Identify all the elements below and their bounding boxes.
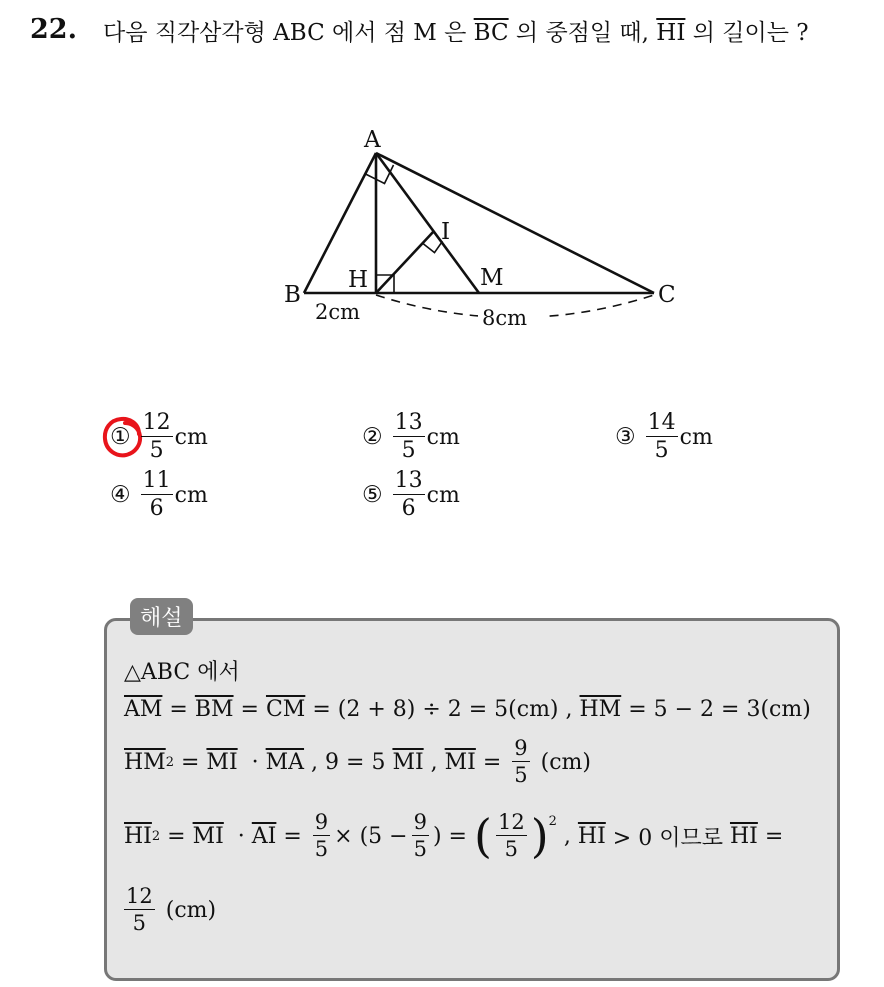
segment-ma: $\overline{MA}$ (265, 749, 305, 775)
choice-1[interactable] (110, 412, 208, 462)
solution-text: △ABC 에서 (124, 660, 240, 685)
choice-2[interactable] (362, 412, 460, 462)
question-text-part: 의 중점일 때, (508, 20, 657, 46)
solution-text: , 9 = 5 (304, 749, 393, 775)
denominator: 5 (504, 837, 518, 861)
choice-mark: ② (362, 424, 383, 450)
exponent: 2 (548, 814, 557, 829)
segment-mi: $\overline{MI}$ (392, 749, 424, 775)
choice-3[interactable] (615, 412, 713, 462)
fraction (512, 738, 529, 786)
choice-fraction (393, 412, 425, 462)
segment-hi: $\overline{HI}$ (729, 823, 758, 849)
denominator: 5 (401, 438, 416, 463)
segment-mi: $\overline{MI}$ (206, 749, 238, 775)
solution-line-1 (124, 655, 240, 686)
numerator: 9 (314, 810, 329, 834)
numerator: 11 (142, 468, 171, 493)
solution-line-2: $\overline{AM}$ = $\overline{BM}$ = $\overline{CM}$ = (2 + 8) ÷ 2 = 5(cm) , $\overline{HM}$ = 5 − 2 = 3(cm) (124, 697, 811, 722)
fraction (412, 812, 429, 860)
denominator: 5 (132, 911, 147, 935)
fraction (496, 812, 527, 860)
segment-hi: $\overline{HI}$ (577, 823, 606, 849)
segment-hi: $\overline{HI}$ (656, 20, 686, 46)
segment-hm: $\overline{HM}$ (124, 749, 166, 775)
choice-mark: ③ (615, 424, 636, 450)
solution-line-5 (124, 886, 216, 934)
exponent: 2 (151, 828, 161, 844)
denominator: 6 (149, 496, 164, 521)
segment-bm: $\overline{BM}$ (194, 697, 234, 722)
numerator: 9 (413, 810, 427, 834)
denominator: 5 (654, 438, 669, 463)
label-h: H (348, 267, 369, 293)
triangle-figure (260, 125, 700, 335)
choice-fraction (646, 412, 678, 462)
dim-bh: 2cm (315, 300, 361, 324)
denominator: 5 (314, 837, 329, 861)
choice-unit: cm (174, 424, 208, 450)
label-b: B (284, 282, 301, 308)
denominator: 6 (401, 496, 416, 521)
choice-fraction (141, 470, 173, 520)
numerator: 13 (394, 468, 423, 493)
question-number: 22. (30, 14, 77, 45)
dim-hc: 8cm (482, 306, 528, 330)
solution-line-3: $\overline{HM}$ 2 = $\overline{MI}$ · $\overline{MA}$ , 9 = 5 $\overline{MI}$ , $\overline{MI}$ = $\frac{9}{5}$ (cm) (124, 736, 592, 787)
choice-5[interactable] (362, 470, 460, 520)
numerator: 13 (394, 410, 423, 435)
median-am (376, 153, 479, 293)
label-i: I (441, 219, 451, 245)
denominator: 5 (514, 763, 528, 787)
numerator: 12 (142, 410, 171, 435)
solution-text: = (2 + 8) ÷ 2 = 5(cm) , (305, 697, 580, 722)
label-c: C (658, 282, 676, 308)
solution-text: = 5 − 2 = 3(cm) (621, 697, 811, 722)
numerator: 12 (126, 884, 153, 908)
segment-bc: $\overline{BC}$ (473, 20, 509, 46)
question-text (103, 16, 863, 51)
segment-mi: $\overline{MI}$ (444, 749, 476, 775)
choice-4[interactable] (110, 470, 208, 520)
choice-unit: cm (174, 482, 208, 508)
choice-unit: cm (426, 424, 460, 450)
question-text-part: 의 길이는 ? (685, 20, 809, 46)
segment-hi: $\overline{HI}$ (124, 823, 152, 849)
solution-text: × (5 − (334, 823, 408, 849)
choice-fraction (141, 412, 173, 462)
paren-close: ) (530, 809, 549, 863)
segment-hm: $\overline{HM}$ (579, 697, 622, 722)
segment-ai: $\overline{AI}$ (251, 823, 277, 849)
edge-ac (376, 153, 654, 293)
segment-hi-line (376, 231, 434, 293)
segment-am: $\overline{AM}$ (124, 697, 163, 722)
denominator: 5 (149, 438, 164, 463)
segment-mi: $\overline{MI}$ (192, 823, 224, 849)
choice-unit: cm (679, 424, 713, 450)
denominator: 5 (413, 837, 427, 861)
choice-mark: ① (110, 424, 131, 450)
right-angle-i (423, 241, 443, 252)
question-text-part: 다음 직각삼각형 ABC 에서 점 M 은 (103, 20, 474, 46)
solution-text: ) = (432, 823, 467, 849)
choice-fraction (393, 470, 425, 520)
paren-open: ( (474, 809, 492, 863)
fraction (313, 812, 330, 860)
solution-text: (cm) (165, 897, 217, 923)
choice-mark: ④ (110, 482, 131, 508)
fraction (124, 886, 155, 934)
exponent: 2 (165, 754, 174, 770)
segment-cm: $\overline{CM}$ (265, 697, 306, 722)
solution-text: > 0 이므로 (605, 825, 730, 851)
choice-unit: cm (426, 482, 460, 508)
solution-line-4: $\overline{HI}$ 2 = $\overline{MI}$ · $\overline{AI}$ = $\frac{9}{5}$ × (5 − $\frac{9}{5}$ ) = ( $\frac{12}{5}$ ) $^2$ , $\overline{HI}$ > 0 이므로 $\overline{HI}$ = (124, 809, 784, 863)
solution-tag: 해설 (130, 598, 193, 635)
solution-text: (cm) (540, 749, 592, 775)
numerator: 12 (497, 810, 525, 834)
label-m: M (480, 265, 504, 291)
choice-mark: ⑤ (362, 482, 383, 508)
label-a: A (364, 127, 381, 153)
numerator: 14 (647, 410, 676, 435)
numerator: 9 (514, 736, 528, 760)
